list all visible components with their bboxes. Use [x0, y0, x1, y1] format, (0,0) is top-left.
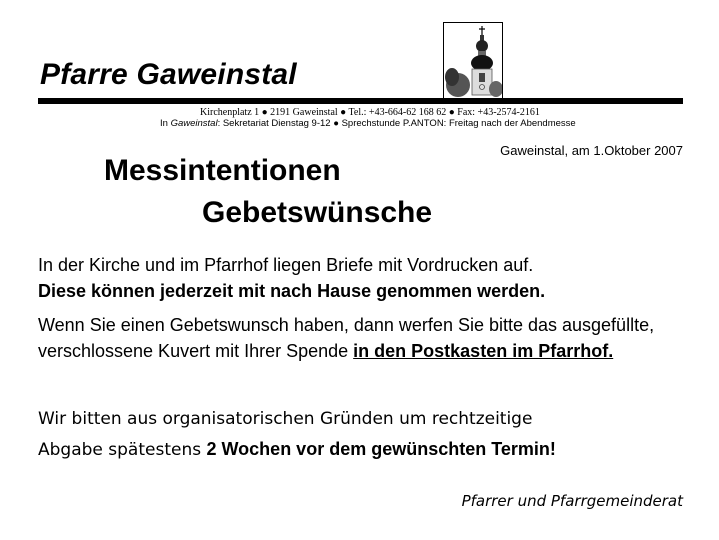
heading-messintentionen: Messintentionen	[104, 154, 341, 187]
paragraph-deadline-line1: Wir bitten aus organisatorischen Gründen um rechtzeitige	[38, 409, 533, 429]
church-tower-icon	[443, 22, 503, 100]
paragraph-instructions-text: Wenn Sie einen Gebetswunsch haben, dann werfen Sie bitte das ausgefüllte, verschlossene Kuvert mit Ihrer Spende	[38, 315, 655, 361]
paragraph-forms	[38, 252, 688, 304]
date-line: Gaweinstal, am 1.Oktober 2007	[500, 143, 683, 158]
paragraph-deadline-bold: 2 Wochen vor dem gewünschten Termin!	[206, 439, 556, 459]
hours-details: : Sekretariat Dienstag 9-12 ● Sprechstunde P.ANTON: Freitag nach der Abendmesse	[217, 118, 576, 129]
parish-title: Pfarre Gaweinstal	[40, 58, 297, 91]
paragraph-deadline-text: Abgabe spätestens	[38, 440, 207, 460]
paragraph-deadline-line2	[38, 434, 688, 465]
paragraph-deadline	[38, 404, 688, 465]
paragraph-instructions	[38, 312, 688, 364]
hours-prefix: In	[160, 118, 171, 129]
signature: Pfarrer und Pfarrgemeinderat	[461, 492, 683, 510]
paragraph-forms-text: In der Kirche und im Pfarrhof liegen Briefe mit Vordrucken auf.	[38, 255, 534, 275]
header-divider	[38, 98, 683, 104]
hours-place: Gaweinstal	[170, 118, 218, 129]
office-hours-line	[160, 118, 576, 129]
paragraph-instructions-underlined: in den Postkasten im Pfarrhof.	[353, 341, 614, 361]
paragraph-forms-bold: Diese können jederzeit mit nach Hause genommen werden.	[38, 281, 546, 301]
address-line: Kirchenplatz 1 ● 2191 Gaweinstal ● Tel.: +43-664-62 168 62 ● Fax: +43-2574-2161	[200, 107, 540, 118]
heading-gebetswuensche: Gebetswünsche	[202, 196, 433, 229]
